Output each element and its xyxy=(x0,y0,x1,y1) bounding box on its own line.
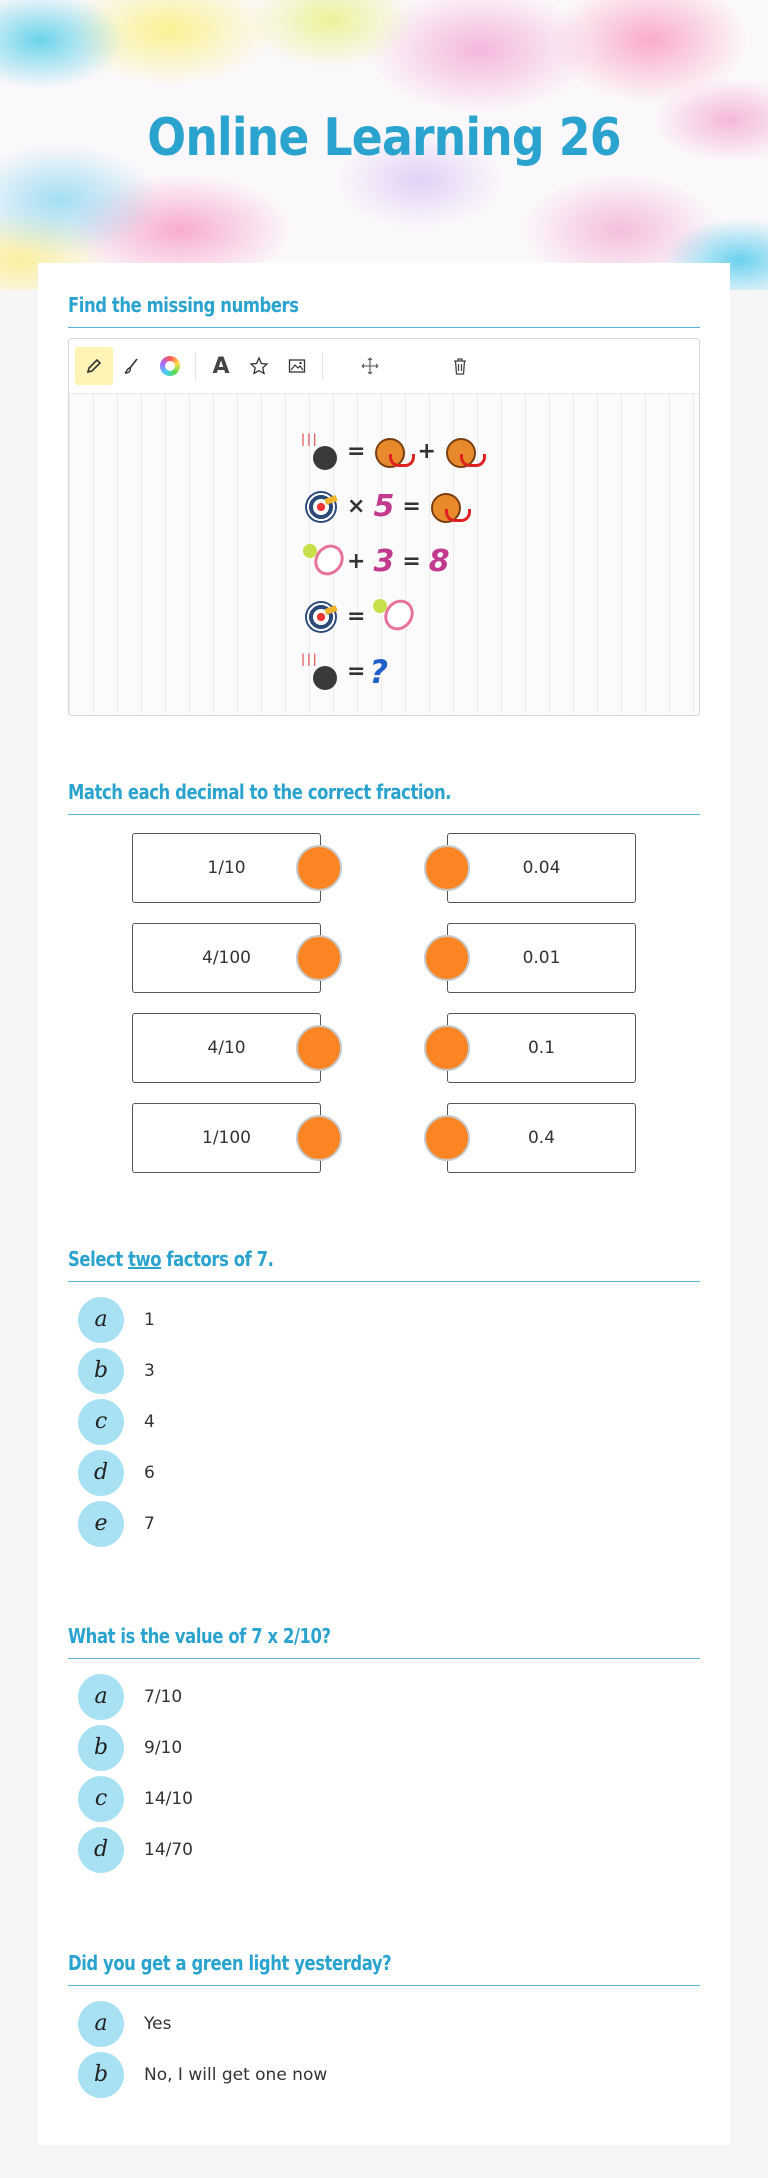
option-d[interactable] xyxy=(68,1447,700,1498)
match-right-box[interactable]: 0.1 xyxy=(447,1013,636,1083)
page-title: Online Learning 26 xyxy=(147,108,621,168)
puzzle-row xyxy=(299,589,484,644)
bowling-icon xyxy=(301,652,341,692)
plus-sign: + xyxy=(347,549,366,574)
move-icon[interactable] xyxy=(351,347,389,385)
question-value xyxy=(68,1624,700,1875)
equals-sign: = xyxy=(402,549,421,574)
option-a[interactable] xyxy=(68,1671,700,1722)
divider xyxy=(68,1985,700,1986)
match-left-box[interactable]: 1/100 xyxy=(132,1103,321,1173)
text-icon[interactable]: A xyxy=(212,353,230,379)
color-wheel-icon[interactable] xyxy=(151,347,189,385)
match-left-box[interactable]: 4/100 xyxy=(132,923,321,993)
option-text: 9/10 xyxy=(144,1737,183,1758)
option-letter[interactable]: d xyxy=(78,1450,124,1496)
option-b[interactable] xyxy=(68,1722,700,1773)
option-letter[interactable]: a xyxy=(78,1674,124,1720)
brush-icon[interactable] xyxy=(113,347,151,385)
plus-sign: + xyxy=(417,439,436,464)
option-letter[interactable]: c xyxy=(78,1399,124,1445)
option-letter[interactable]: a xyxy=(78,1297,124,1343)
basketball-icon xyxy=(427,487,467,527)
equals-sign: = xyxy=(347,604,366,629)
divider xyxy=(68,327,700,328)
option-c[interactable] xyxy=(68,1773,700,1824)
match-handle-right[interactable] xyxy=(424,1115,470,1161)
question-match-decimals xyxy=(68,780,700,1180)
options-list xyxy=(68,1998,700,2100)
drawing-widget xyxy=(68,338,700,716)
question-title: Did you get a green light yesterday? xyxy=(68,1951,392,1975)
puzzle-row xyxy=(299,479,484,534)
question-mark: ? xyxy=(369,652,388,691)
option-text: 14/70 xyxy=(144,1839,193,1860)
match-handle-right[interactable] xyxy=(424,845,470,891)
option-text: 1 xyxy=(144,1309,155,1330)
option-e[interactable] xyxy=(68,1498,700,1549)
number: 8 xyxy=(428,544,450,579)
basketball-icon xyxy=(371,432,411,472)
option-text: 3 xyxy=(144,1360,155,1381)
options-list xyxy=(68,1294,700,1549)
puzzle-row xyxy=(299,534,484,589)
match-handle-right[interactable] xyxy=(424,935,470,981)
target-icon xyxy=(301,597,341,637)
option-text: Yes xyxy=(144,2013,172,2034)
question-find-missing xyxy=(68,293,700,716)
option-text: 7 xyxy=(144,1513,155,1534)
question-green-light xyxy=(68,1951,700,2100)
equals-sign: = xyxy=(402,494,421,519)
option-text: 7/10 xyxy=(144,1686,183,1707)
option-c[interactable] xyxy=(68,1396,700,1447)
match-handle-left[interactable] xyxy=(296,845,342,891)
match-right-box[interactable]: 0.4 xyxy=(447,1103,636,1173)
number: 5 xyxy=(373,489,395,524)
match-right-box[interactable]: 0.04 xyxy=(447,833,636,903)
target-icon xyxy=(301,487,341,527)
pencil-icon[interactable] xyxy=(75,347,113,385)
option-text: 4 xyxy=(144,1411,155,1432)
image-icon[interactable] xyxy=(278,347,316,385)
option-letter[interactable]: b xyxy=(78,1725,124,1771)
option-letter[interactable]: b xyxy=(78,1348,124,1394)
bowling-icon xyxy=(301,432,341,472)
option-a[interactable] xyxy=(68,1998,700,2049)
title-emphasis: two xyxy=(128,1247,162,1271)
puzzle-row xyxy=(299,644,484,699)
option-b[interactable] xyxy=(68,1345,700,1396)
option-letter[interactable]: e xyxy=(78,1501,124,1547)
match-handle-left[interactable] xyxy=(296,1025,342,1071)
emoji-puzzle xyxy=(299,424,484,699)
match-handle-right[interactable] xyxy=(424,1025,470,1071)
match-handle-left[interactable] xyxy=(296,935,342,981)
drawing-toolbar xyxy=(69,339,699,394)
matching-area xyxy=(68,825,700,1180)
times-sign: × xyxy=(347,494,366,519)
divider xyxy=(68,814,700,815)
title-part: factors of 7. xyxy=(161,1247,274,1271)
tennis-icon xyxy=(371,597,411,637)
worksheet-card xyxy=(38,263,730,2145)
divider xyxy=(68,1658,700,1659)
question-title: What is the value of 7 x 2/10? xyxy=(68,1624,331,1648)
option-letter[interactable]: d xyxy=(78,1827,124,1873)
match-handle-left[interactable] xyxy=(296,1115,342,1161)
option-letter[interactable]: b xyxy=(78,2052,124,2098)
question-title xyxy=(68,1247,586,1277)
option-letter[interactable]: c xyxy=(78,1776,124,1822)
question-title: Find the missing numbers xyxy=(68,293,299,317)
tennis-icon xyxy=(301,542,341,582)
option-text: 14/10 xyxy=(144,1788,193,1809)
option-d[interactable] xyxy=(68,1824,700,1875)
toolbar-separator xyxy=(195,352,196,380)
drawing-canvas[interactable] xyxy=(69,394,699,716)
toolbar-separator xyxy=(322,352,323,380)
trash-icon[interactable] xyxy=(441,347,479,385)
options-list xyxy=(68,1671,700,1875)
option-text: No, I will get one now xyxy=(144,2064,328,2085)
number: 3 xyxy=(373,544,395,579)
match-left-box[interactable]: 1/10 xyxy=(132,833,321,903)
equals-sign: = xyxy=(347,659,366,684)
option-b[interactable] xyxy=(68,2049,700,2100)
question-factors xyxy=(68,1247,700,1549)
basketball-icon xyxy=(442,432,482,472)
divider xyxy=(68,1281,700,1282)
puzzle-row xyxy=(299,424,484,479)
match-right-box[interactable]: 0.01 xyxy=(447,923,636,993)
star-icon[interactable] xyxy=(240,347,278,385)
equals-sign: = xyxy=(347,439,366,464)
match-left-box[interactable]: 4/10 xyxy=(132,1013,321,1083)
option-text: 6 xyxy=(144,1462,155,1483)
title-part: Select xyxy=(68,1247,129,1271)
question-title: Match each decimal to the correct fraction. xyxy=(68,780,452,804)
option-a[interactable] xyxy=(68,1294,700,1345)
option-letter[interactable]: a xyxy=(78,2001,124,2047)
